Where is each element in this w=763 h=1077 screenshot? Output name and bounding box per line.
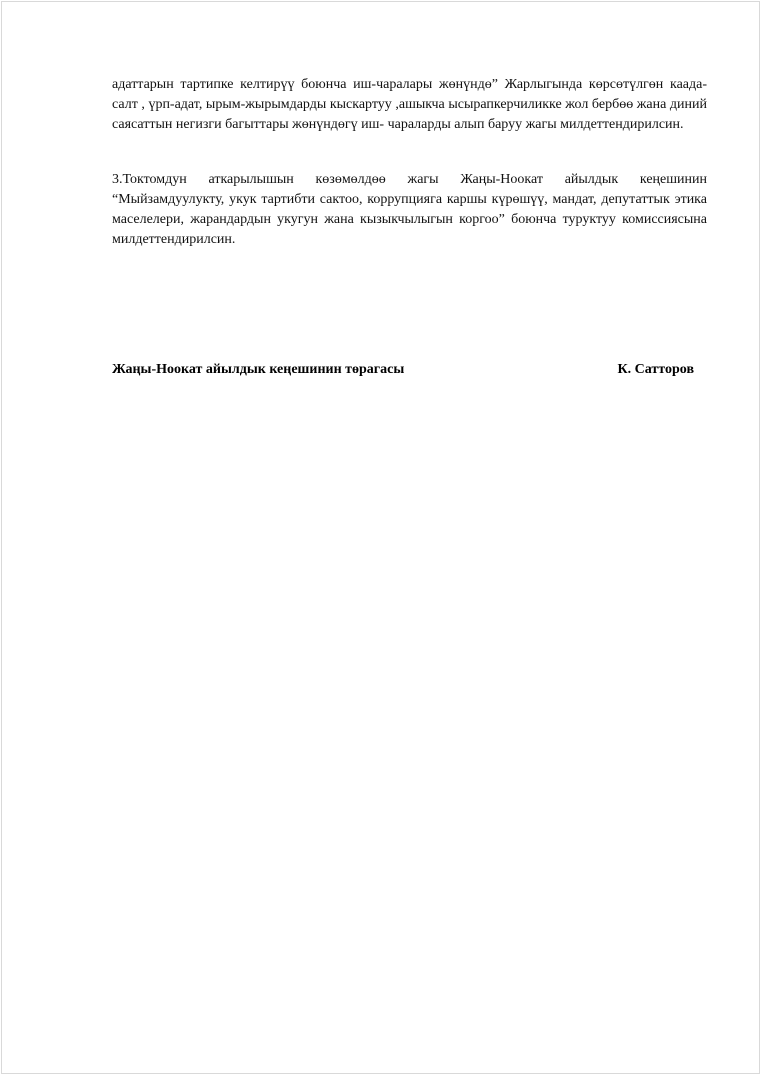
- signature-line: [112, 362, 694, 378]
- signature-title: Жаңы-Ноокат айылдык кеңешинин төрагасы: [112, 362, 405, 377]
- signature-name: К. Сатторов: [617, 362, 694, 377]
- paragraph-2-text: 3.Токтомдун аткарылышын көзөмөлдөө жагы Жаңы-Ноокат айылдык кеңешинин “Мыйзамдуулукту, укук тартибти сактоо, коррупцияга каршы күрөшүү, мандат, депутаттык этика маселелери, жарандардын укугун жана кызыкчылыгын коргоо” боюнча туруктуу комиссиясына милдеттендирилсин.: [112, 172, 707, 247]
- document-page: [1, 1, 760, 1074]
- paragraph-2: [112, 170, 707, 250]
- paragraph-1: [112, 75, 707, 135]
- paragraph-1-text: адаттарын тартипке келтирүү боюнча иш-чаралары жөнүндө” Жарлыгында көрсөтүлгөн каада-салт , үрп-адат, ырым-жырымдарды кыскартуу ,ашыкча ысырапкерчиликке жол бербөө жана диний саясаттын негизги багыттары жөнүндөгү иш- чараларды алып баруу жагы милдеттендирилсин.: [112, 77, 707, 132]
